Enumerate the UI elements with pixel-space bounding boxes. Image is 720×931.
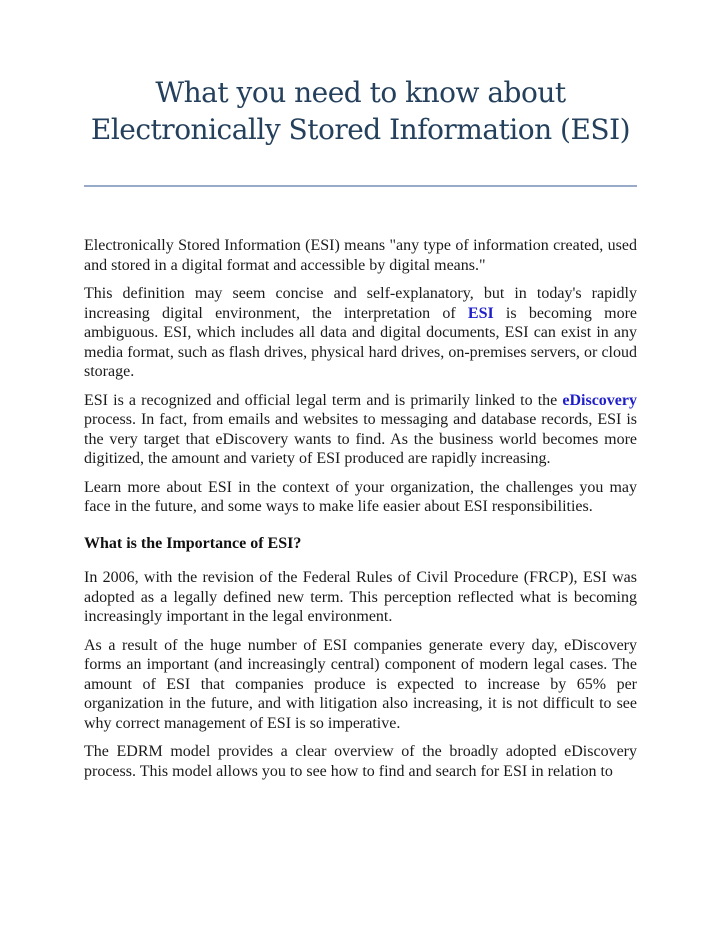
paragraph-definition-ambiguity <box>84 284 637 382</box>
paragraph-text: The EDRM model provides a clear overview of the broadly adopted eDiscovery process. This model allows you to see how to find and search for ESI in relation to <box>84 743 637 780</box>
paragraph-learn-more <box>84 478 637 517</box>
paragraph-legal-term <box>84 391 637 469</box>
section-heading-importance <box>84 534 637 554</box>
esi-link[interactable]: ESI <box>467 304 494 322</box>
page-title <box>58 74 663 148</box>
page-title-line-2: Electronically Stored Information (ESI) <box>90 113 631 146</box>
heading-text: What is the Importance of ESI? <box>84 534 302 552</box>
paragraph-text: This definition may seem concise and self-explanatory, but in today's rapidly increasing digital environment, the interpretation of <box>84 285 637 322</box>
document-body <box>84 236 637 781</box>
paragraph-text: Electronically Stored Information (ESI) means "any type of information created, used and stored in a digital format and accessible by digital means." <box>84 237 637 274</box>
paragraph-text: Learn more about ESI in the context of your organization, the challenges you may face in the future, and some ways to make life easier about ESI responsibilities. <box>84 478 637 515</box>
paragraph-text: As a result of the huge number of ESI companies generate every day, eDiscovery forms an important (and increasingly central) component of modern legal cases. The amount of ESI that companies produce is expected to increase by 65% per organization in the future, and with litigation also increasing, it is not difficult to see why correct management of ESI is so imperative. <box>84 636 637 732</box>
ediscovery-link[interactable]: eDiscovery <box>562 391 637 409</box>
paragraph-text: process. In fact, from emails and websites to messaging and database records, ESI is the very target that eDiscovery wants to find. As the business world becomes more digitized, the amount and variety of ESI produced are rapidly increasing. <box>84 411 637 467</box>
paragraph-text: ESI is a recognized and official legal term and is primarily linked to the <box>84 391 563 409</box>
paragraph-text: is becoming more ambiguous. ESI, which includes all data and digital documents, ESI can exist in any media format, such as flash drives, physical hard drives, on-premises servers, or cloud storage. <box>84 304 638 380</box>
paragraph-text: In 2006, with the revision of the Federal Rules of Civil Procedure (FRCP), ESI was adopted as a legally defined new term. This perception reflected what is becoming increasingly important in the legal environment. <box>84 569 637 625</box>
paragraph-esi-definition <box>84 236 637 275</box>
paragraph-ediscovery-growth <box>84 636 637 734</box>
page-title-line-1: What you need to know about <box>155 76 566 109</box>
paragraph-frcp-2006 <box>84 568 637 627</box>
paragraph-edrm-model <box>84 742 637 781</box>
title-divider <box>84 185 637 187</box>
